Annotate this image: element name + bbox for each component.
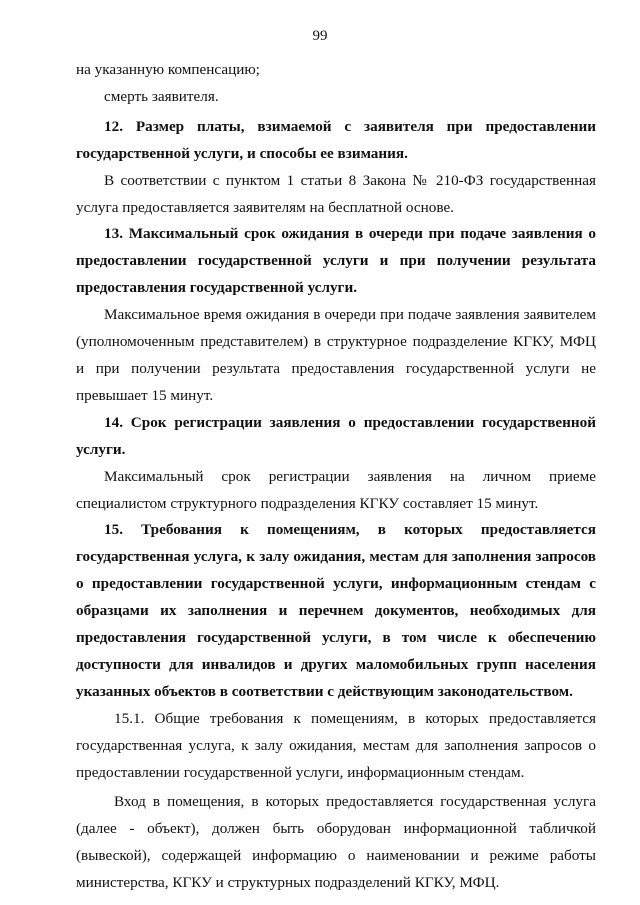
page-number: 99 <box>312 28 328 44</box>
document-body <box>76 57 596 897</box>
paragraph-fee: В соответствии с пунктом 1 статьи 8 Закона № 210-ФЗ государственная услуга предоставляется заявителям на бесплатной основе. <box>76 171 596 216</box>
section-heading-12: 12. Размер платы, взимаемой с заявителя при предоставлении государственной услуги, и способы ее взимания. <box>76 117 596 162</box>
paragraph-waiting-time: Максимальное время ожидания в очереди при подаче заявления заявителем (уполномоченным представителем) в структурное подразделение КГКУ, МФЦ и при получении результата предоставления государственной услуги не превышает 15 минут. <box>76 306 596 404</box>
section-heading-15: 15. Требования к помещениям, в которых предоставляется государственная услуга, к залу ожидания, местам для заполнения запросов о предоставлении государственной услуги, информационным стендам с образцами их заполнения и перечнем документов, необходимых для предоставления государственной услуги, в том числе к обеспечению доступности для инвалидов и других маломобильных групп населения указанных объектов в соответствии с действующим законодательством. <box>76 521 596 700</box>
paragraph-registration-time: Максимальный срок регистрации заявления на личном приеме специалистом структурного подразделения КГКУ составляет 15 минут. <box>76 467 596 512</box>
section-heading-13: 13. Максимальный срок ожидания в очереди при подаче заявления о предоставлении государственной услуги и при получении результата предоставления государственной услуги. <box>76 225 596 297</box>
paragraph-15-1: 15.1. Общие требования к помещениям, в которых предоставляется государственная услуга, к залу ожидания, местам для заполнения запросов о предоставлении государственной услуги, информационным стендам. <box>76 709 596 781</box>
paragraph-compensation: на указанную компенсацию; <box>76 61 260 78</box>
paragraph-death: смерть заявителя. <box>104 87 219 105</box>
section-heading-14: 14. Срок регистрации заявления о предоставлении государственной услуги. <box>76 413 596 458</box>
paragraph-entrance: Вход в помещения, в которых предоставляется государственная услуга (далее - объект), должен быть оборудован информационной табличкой (вывеской), содержащей информацию о наименовании и режиме работы министерства, КГКУ и структурных подразделений КГКУ, МФЦ. <box>76 793 596 892</box>
